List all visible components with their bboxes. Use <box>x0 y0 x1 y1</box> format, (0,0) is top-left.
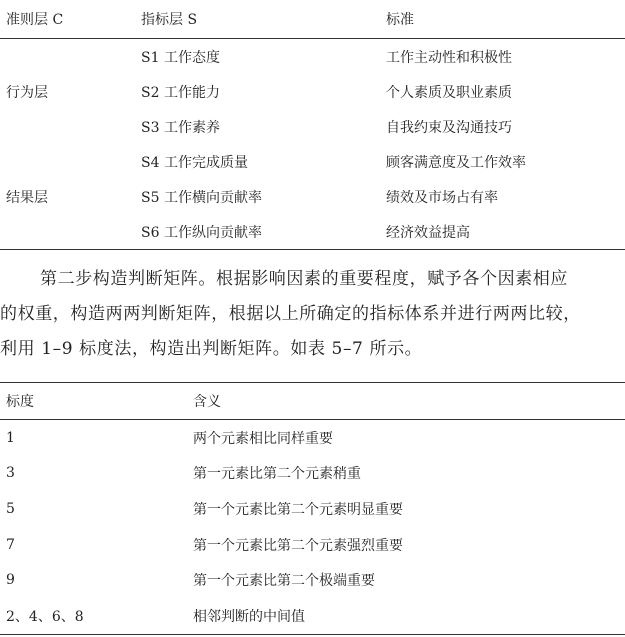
meaning-cell: 第一个元素比第二个元素明显重要 <box>193 501 403 518</box>
meaning-cell: 两个元素相比同样重要 <box>193 430 333 447</box>
standard-cell: 个人素质及职业素质 <box>386 84 512 101</box>
table-row <box>0 491 625 527</box>
column-header-meaning: 含义 <box>193 383 625 420</box>
scale-cell: 3 <box>6 465 15 482</box>
scale-meaning-table <box>0 382 625 635</box>
table-row <box>0 179 625 214</box>
table-row <box>0 74 625 109</box>
column-header-indicator: 指标层 S <box>141 0 386 39</box>
paragraph-line: 的权重，构造两两判断矩阵，根据以上所确定的指标体系并进行两两比较， <box>0 304 581 324</box>
criterion-cell: 结果层 <box>6 189 48 206</box>
body-paragraph <box>0 262 625 367</box>
meaning-cell: 相邻判断的中间值 <box>193 598 625 634</box>
table-row <box>0 420 625 456</box>
standard-cell: 经济效益提高 <box>386 214 625 250</box>
table-row <box>0 109 625 144</box>
standard-cell: 自我约束及沟通技巧 <box>386 119 512 136</box>
table-row <box>0 144 625 179</box>
indicator-cell: S6 工作纵向贡献率 <box>141 214 386 250</box>
meaning-cell: 第一元素比第二个元素稍重 <box>193 466 361 483</box>
table-row <box>0 456 625 492</box>
scale-cell: 9 <box>6 572 15 589</box>
criteria-indicator-table <box>0 0 625 250</box>
standard-cell: 顾客满意度及工作效率 <box>386 154 526 171</box>
criterion-cell <box>0 214 141 250</box>
meaning-cell: 第一个元素比第二个极端重要 <box>193 573 375 590</box>
criterion-cell <box>0 109 141 144</box>
criterion-cell <box>0 39 141 75</box>
table-row <box>0 527 625 563</box>
indicator-cell: S3 工作素养 <box>141 119 220 136</box>
scale-cell: 7 <box>6 536 15 553</box>
indicator-cell: S4 工作完成质量 <box>141 154 248 171</box>
table-row <box>0 214 625 250</box>
table-row <box>0 562 625 598</box>
paragraph-line: 利用 1–9 标度法，构造出判断矩阵。如表 5–7 所示。 <box>0 339 423 359</box>
table-row <box>0 598 625 634</box>
indicator-cell: S2 工作能力 <box>141 84 220 101</box>
criterion-cell <box>0 144 141 179</box>
indicator-cell: S5 工作横向贡献率 <box>141 189 262 206</box>
indicator-cell: S1 工作态度 <box>141 49 220 66</box>
scale-cell: 2、4、6、8 <box>0 598 193 634</box>
table-header-row <box>0 383 625 420</box>
criterion-cell: 行为层 <box>6 84 48 101</box>
paragraph-line: 第二步构造判断矩阵。根据影响因素的重要程度，赋予各个因素相应 <box>40 269 568 289</box>
table-header-row <box>0 0 625 39</box>
scale-cell: 5 <box>6 500 15 517</box>
meaning-cell: 第一个元素比第二个元素强烈重要 <box>193 537 403 554</box>
scale-cell: 1 <box>6 429 15 446</box>
column-header-criterion: 准则层 C <box>0 0 141 39</box>
standard-cell: 工作主动性和积极性 <box>386 49 512 66</box>
column-header-scale: 标度 <box>0 383 193 420</box>
column-header-standard: 标准 <box>386 0 625 39</box>
table-row <box>0 39 625 75</box>
standard-cell: 绩效及市场占有率 <box>386 189 498 206</box>
